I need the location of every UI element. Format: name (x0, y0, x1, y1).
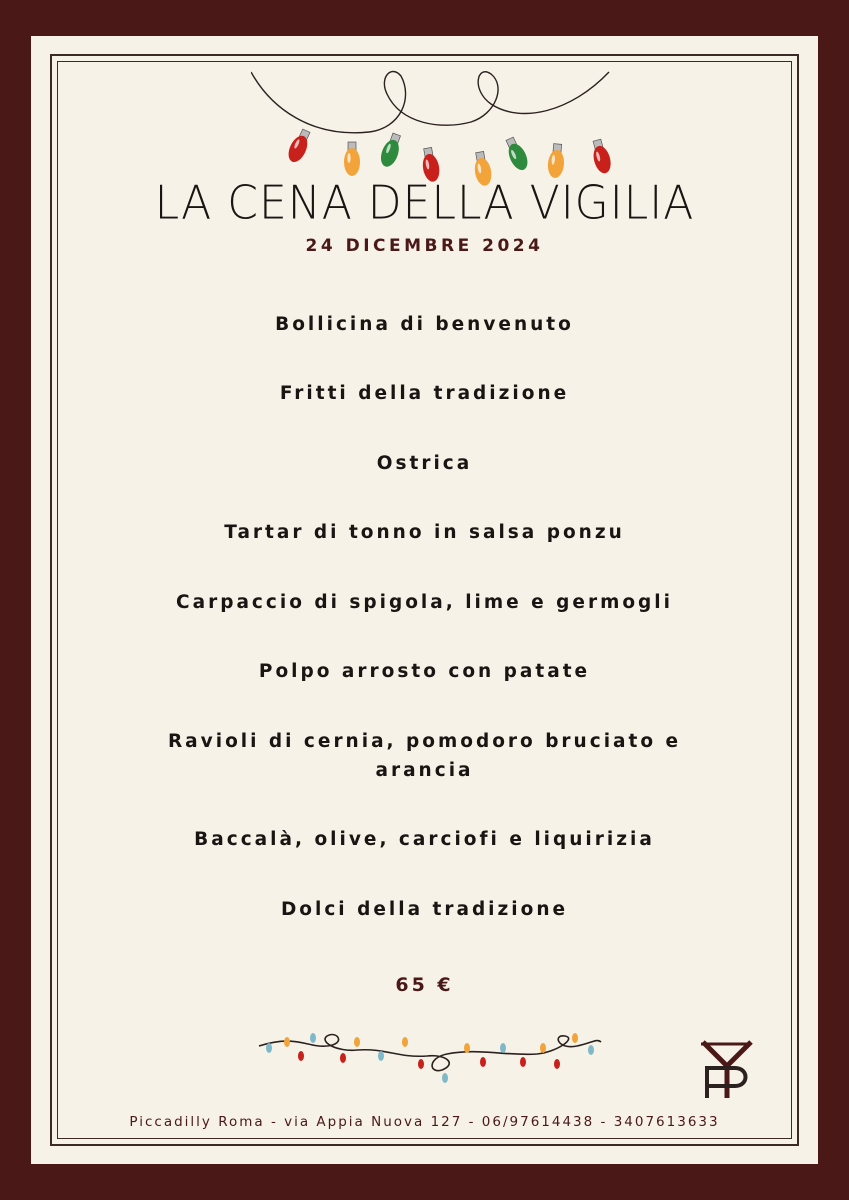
course-item: Baccalà, olive, carciofi e liquirizia (194, 829, 655, 850)
menu-price: 65 € (395, 974, 454, 996)
course-item: Bollicina di benvenuto (275, 314, 574, 335)
course-item: Dolci della tradizione (280, 899, 569, 920)
menu-date: 24 DICEMBRE 2024 (305, 236, 544, 256)
course-item: Carpaccio di spigola, lime e germogli (176, 592, 673, 613)
footer-contact: Piccadilly Roma - via Appia Nuova 127 - 06/97614438 - 3407613633 (129, 1114, 720, 1130)
course-item: Polpo arrosto con patate (258, 661, 591, 682)
course-item: Ostrica (376, 453, 473, 474)
piccadilly-logo (699, 1038, 755, 1100)
course-item: Fritti della tradizione (279, 383, 570, 404)
course-item: Ravioli di cernia, pomodoro bruciato e arancia (167, 731, 682, 781)
menu-page (31, 36, 818, 1164)
menu-title: LA CENA DELLA VIGILIA (154, 176, 695, 231)
christmas-garland-icon (257, 1028, 603, 1088)
course-item: Tartar di tonno in salsa ponzu (224, 522, 625, 543)
